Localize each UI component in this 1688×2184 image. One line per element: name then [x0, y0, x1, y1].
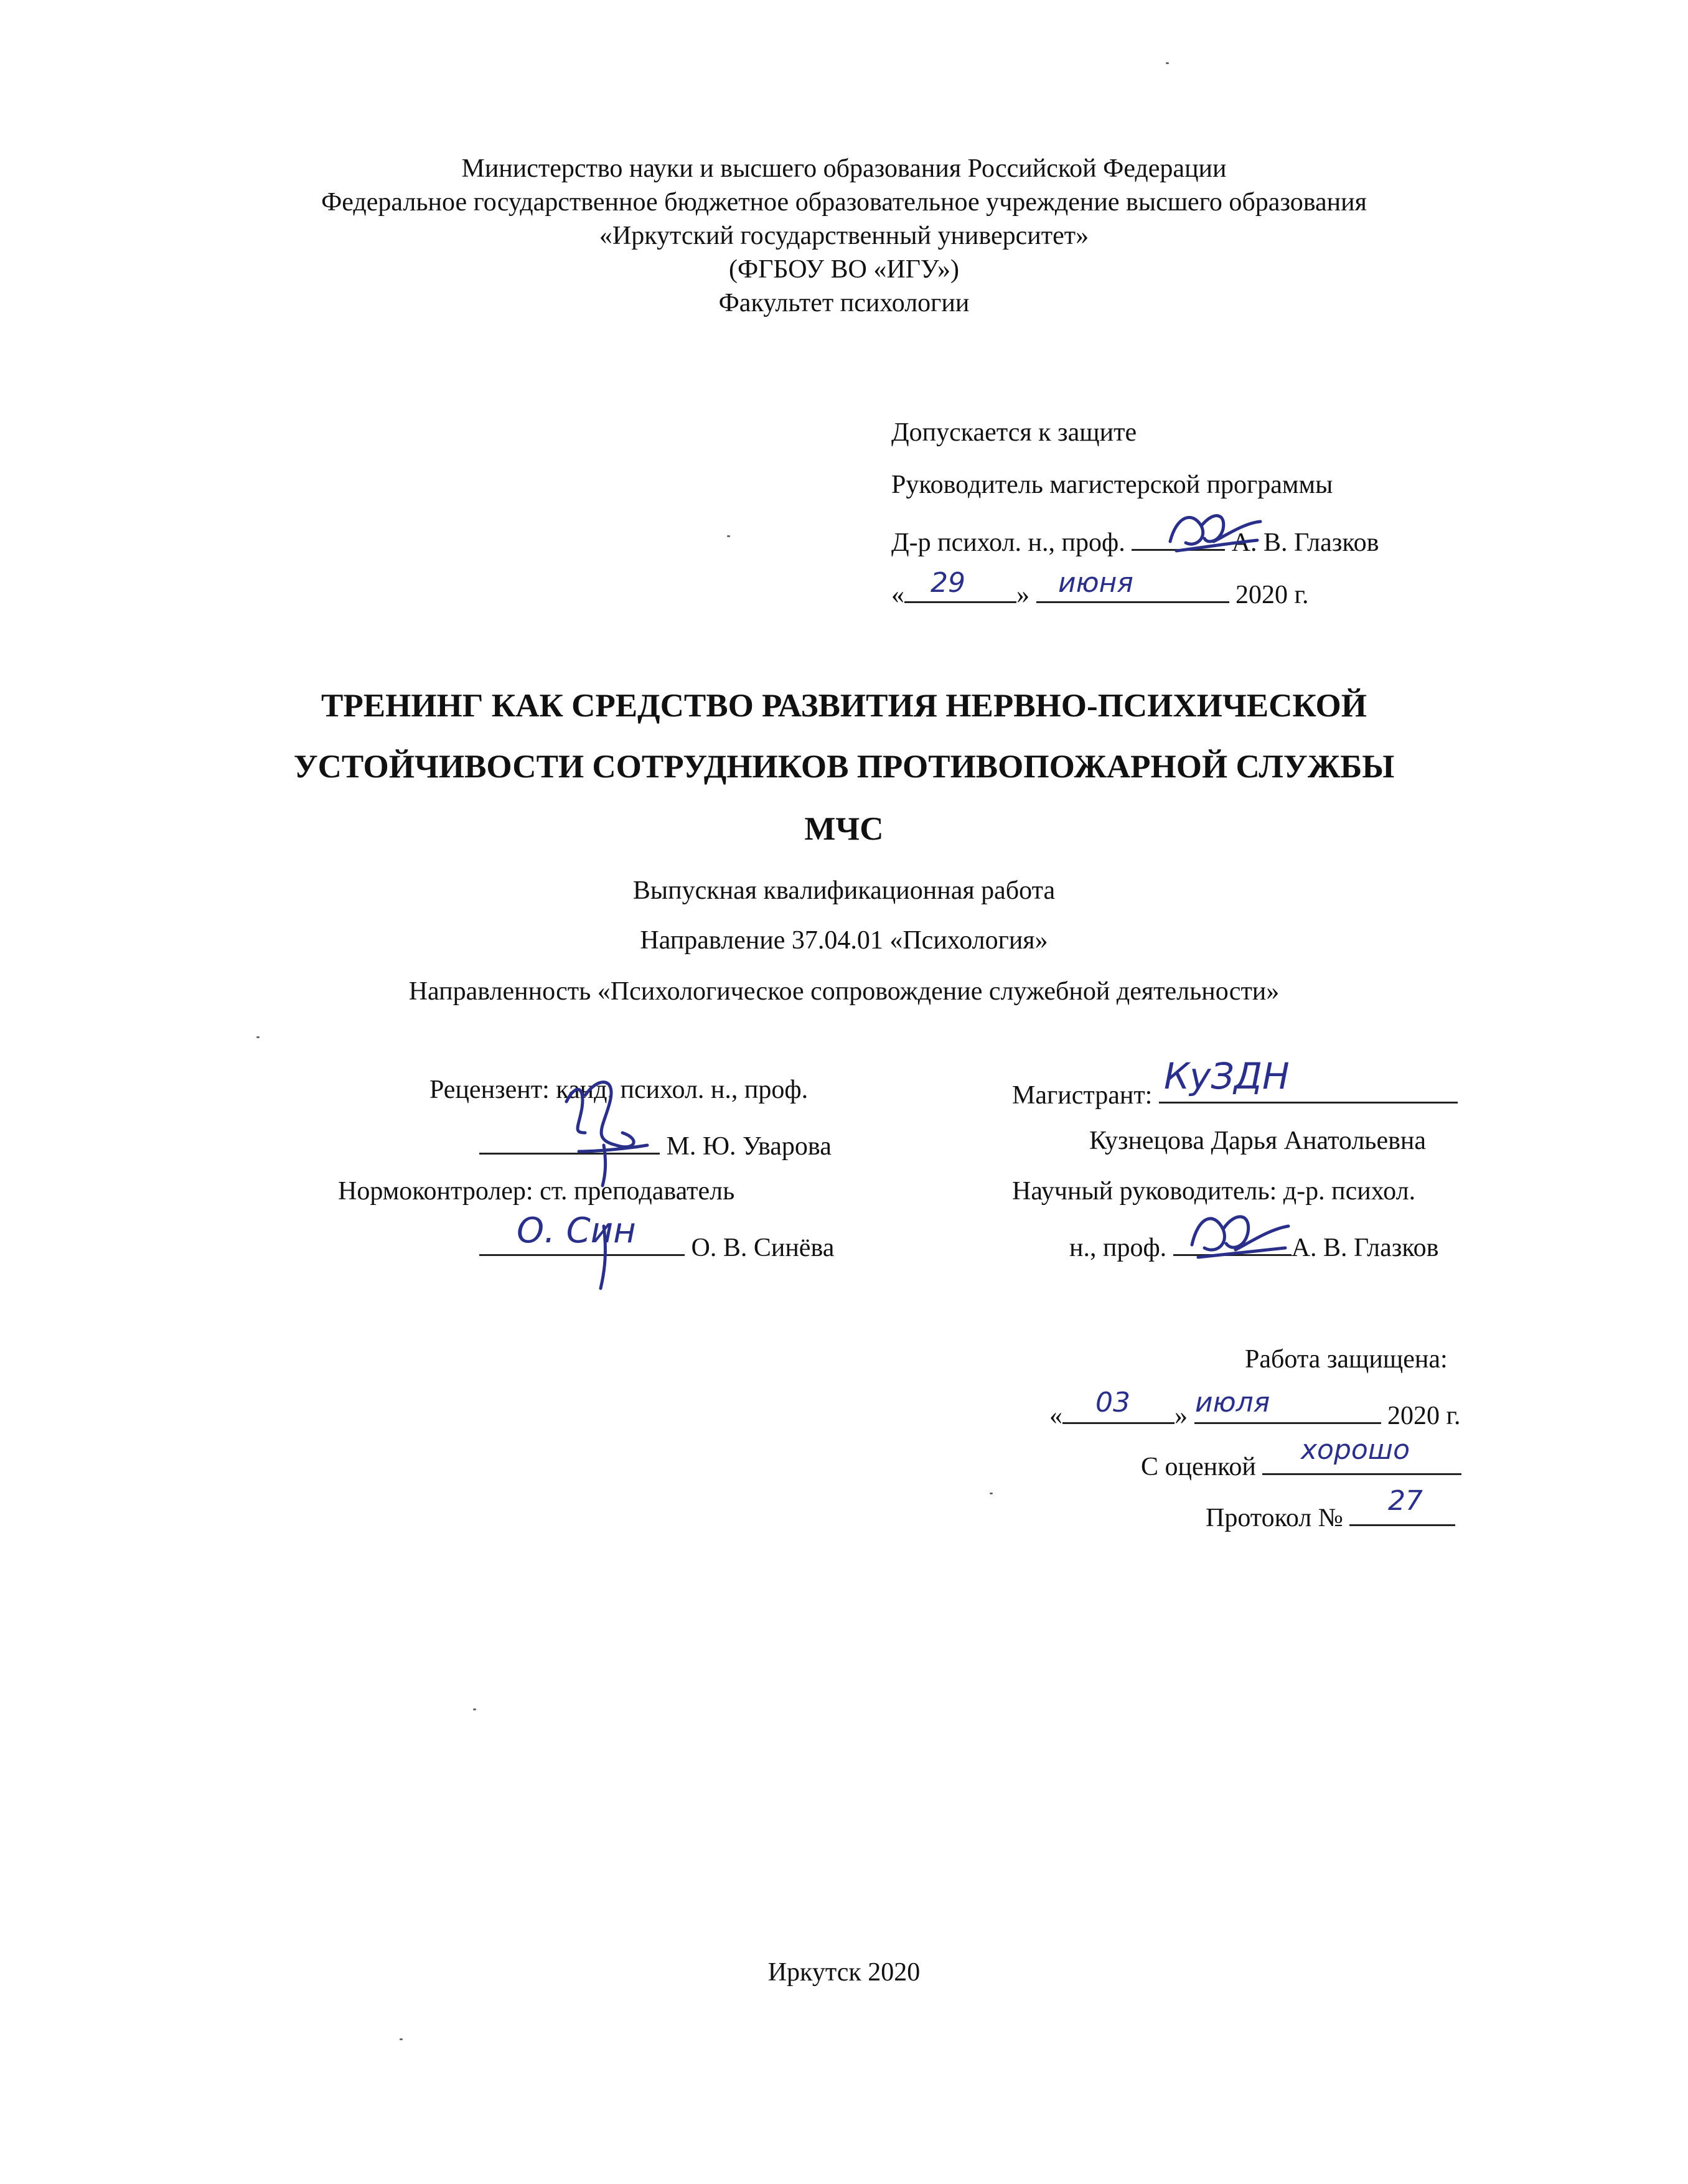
normcontrol-label: Нормоконтролер: ст. преподаватель	[338, 1177, 735, 1206]
normcontrol-signature-tail	[591, 1220, 629, 1295]
approval-signer-name: А. В. Глазков	[1231, 528, 1379, 557]
scan-speck	[1166, 62, 1169, 64]
university-abbr-line: (ФГБОУ ВО «ИГУ»)	[728, 255, 960, 284]
approval-date-line: « » 2020 г.	[891, 576, 1309, 608]
scan-speck	[727, 535, 730, 537]
ministry-line: Министерство науки и высшего образования Российской Федерации	[461, 154, 1227, 183]
approval-program-head: Руководитель магистерской программы	[891, 471, 1333, 499]
protocol-label: Протокол №	[1206, 1504, 1343, 1532]
approval-heading: Допускается к защите	[891, 418, 1137, 447]
approval-signer-prefix: Д-р психол. н., проф.	[891, 528, 1125, 557]
student-name: Кузнецова Дарья Анатольевна	[1089, 1127, 1427, 1155]
grade-value: хорошо	[1301, 1434, 1410, 1466]
supervisor-signature	[1176, 1201, 1295, 1270]
supervisor-title: Научный руководитель: д-р. психол.	[1012, 1177, 1416, 1206]
title-line-1: ТРЕНИНГ КАК СРЕДСТВО РАЗВИТИЯ НЕРВНО-ПСИХИЧЕСКОЙ	[321, 688, 1367, 724]
institution-type-line: Федеральное государственное бюджетное образовательное учреждение высшего образования	[321, 188, 1367, 217]
supervisor-name: А. В. Глазков	[1291, 1234, 1439, 1262]
approval-date-year: 2020 г.	[1236, 581, 1309, 609]
protocol-value: 27	[1388, 1485, 1423, 1517]
approval-signer-line	[891, 524, 1379, 556]
work-type: Выпускная квалификационная работа	[632, 876, 1056, 905]
scan-speck	[256, 1036, 260, 1038]
reviewer-name: М. Ю. Уварова	[666, 1132, 832, 1161]
defense-date-line: « » 2020 г.	[1049, 1397, 1461, 1429]
defense-date-year: 2020 г.	[1387, 1402, 1461, 1430]
approval-date-month: июня	[1058, 567, 1133, 599]
study-focus: Направленность «Психологическое сопровождение служебной деятельности»	[408, 977, 1280, 1006]
scan-speck	[400, 2038, 403, 2040]
title-line-2: УСТОЙЧИВОСТИ СОТРУДНИКОВ ПРОТИВОПОЖАРНОЙ СЛУЖБЫ	[293, 749, 1395, 785]
normcontrol-name: О. В. Синёва	[691, 1234, 835, 1262]
city-year: Иркутск 2020	[767, 1958, 921, 1987]
defense-date-month: июля	[1195, 1387, 1270, 1418]
supervisor-prefix: н., проф.	[1069, 1234, 1167, 1262]
grade-label: С оценкой	[1141, 1453, 1256, 1481]
defense-date-day: 03	[1095, 1387, 1130, 1418]
study-direction: Направление 37.04.01 «Психология»	[640, 926, 1048, 955]
student-label: Магистрант:	[1012, 1081, 1153, 1110]
student-signature: КуЗДН	[1164, 1055, 1290, 1097]
title-line-3: МЧС	[804, 811, 884, 847]
defense-label: Работа защищена:	[1245, 1345, 1448, 1374]
approval-signature	[1158, 504, 1264, 560]
faculty-line: Факультет психологии	[718, 289, 970, 317]
scan-speck	[990, 1493, 993, 1494]
normcontrol-signature: О. Син	[517, 1211, 636, 1251]
reviewer-label: Рецензент: канд. психол. н., проф.	[429, 1076, 809, 1104]
scan-speck	[473, 1708, 476, 1710]
university-name-line: «Иркутский государственный университет»	[599, 222, 1089, 250]
reviewer-signature	[548, 1058, 654, 1189]
approval-date-day: 29	[931, 567, 965, 599]
reviewer-signature-line	[479, 1128, 832, 1160]
